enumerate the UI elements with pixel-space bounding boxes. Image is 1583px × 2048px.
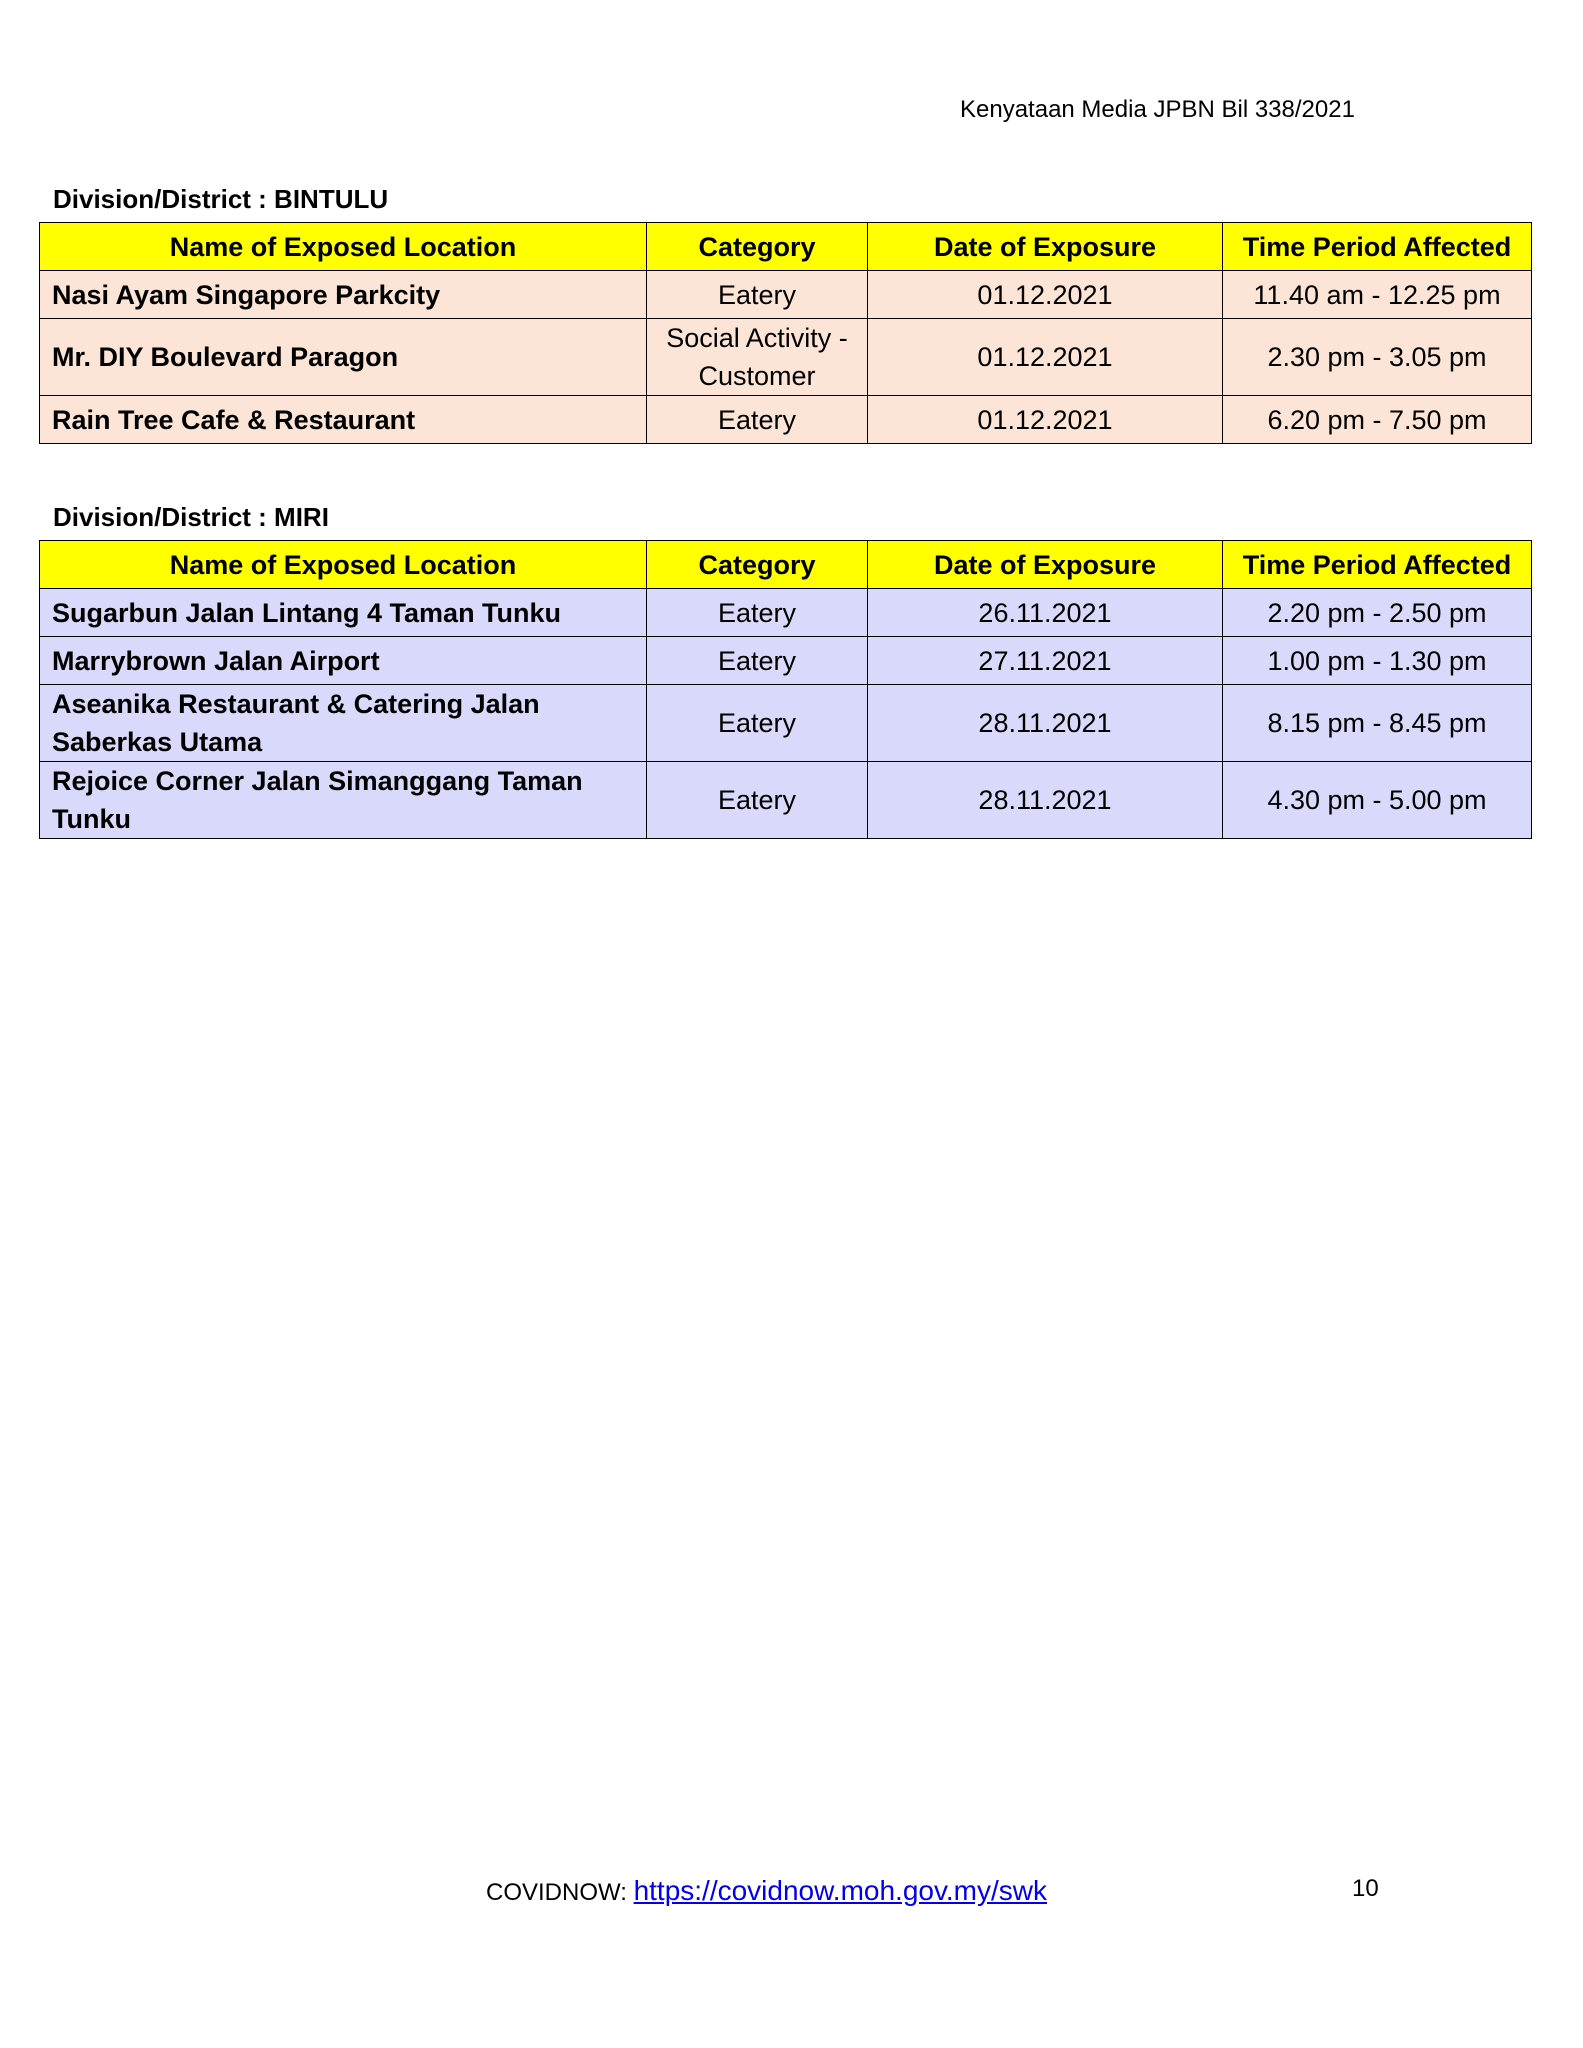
page-number: 10 [1352,1875,1379,1902]
date-cell: 01.12.2021 [868,396,1223,444]
column-header-time: Time Period Affected [1223,223,1532,271]
column-header-location: Name of Exposed Location [40,223,647,271]
date-cell: 28.11.2021 [868,685,1223,762]
table-row [40,319,1532,396]
category-cell: Social Activity - Customer [647,319,868,396]
column-header-date: Date of Exposure [868,223,1223,271]
table-row [40,762,1532,839]
time-cell: 2.30 pm - 3.05 pm [1223,319,1532,396]
location-cell: Mr. DIY Boulevard Paragon [40,319,647,396]
time-cell: 4.30 pm - 5.00 pm [1223,762,1532,839]
column-header-category: Category [647,541,868,589]
table-row [40,685,1532,762]
table-row [40,589,1532,637]
document-reference: Kenyataan Media JPBN Bil 338/2021 [960,96,1355,123]
date-cell: 01.12.2021 [868,271,1223,319]
time-cell: 1.00 pm - 1.30 pm [1223,637,1532,685]
column-header-location: Name of Exposed Location [40,541,647,589]
time-cell: 2.20 pm - 2.50 pm [1223,589,1532,637]
category-cell: Eatery [647,762,868,839]
date-cell: 01.12.2021 [868,319,1223,396]
district-title-miri: Division/District : MIRI [53,502,329,532]
category-cell: Eatery [647,589,868,637]
footer [486,1875,1047,1907]
miri-exposure-table [39,540,1532,839]
date-cell: 28.11.2021 [868,762,1223,839]
table-header-row [40,223,1532,271]
location-cell: Marrybrown Jalan Airport [40,637,647,685]
bintulu-exposure-table [39,222,1532,444]
time-cell: 6.20 pm - 7.50 pm [1223,396,1532,444]
district-title-bintulu: Division/District : BINTULU [53,184,389,214]
category-cell: Eatery [647,685,868,762]
column-header-date: Date of Exposure [868,541,1223,589]
category-cell: Eatery [647,637,868,685]
location-cell: Aseanika Restaurant & Catering Jalan Saberkas Utama [40,685,647,762]
table-row [40,396,1532,444]
category-cell: Eatery [647,271,868,319]
time-cell: 8.15 pm - 8.45 pm [1223,685,1532,762]
location-cell: Nasi Ayam Singapore Parkcity [40,271,647,319]
date-cell: 27.11.2021 [868,637,1223,685]
location-cell: Sugarbun Jalan Lintang 4 Taman Tunku [40,589,647,637]
column-header-category: Category [647,223,868,271]
table-row [40,271,1532,319]
table-row [40,637,1532,685]
date-cell: 26.11.2021 [868,589,1223,637]
category-cell: Eatery [647,396,868,444]
table-header-row [40,541,1532,589]
covidnow-link[interactable]: https://covidnow.moh.gov.my/swk [633,1875,1047,1906]
column-header-time: Time Period Affected [1223,541,1532,589]
footer-label: COVIDNOW: [486,1879,634,1906]
location-cell: Rain Tree Cafe & Restaurant [40,396,647,444]
location-cell: Rejoice Corner Jalan Simanggang Taman Tunku [40,762,647,839]
time-cell: 11.40 am - 12.25 pm [1223,271,1532,319]
